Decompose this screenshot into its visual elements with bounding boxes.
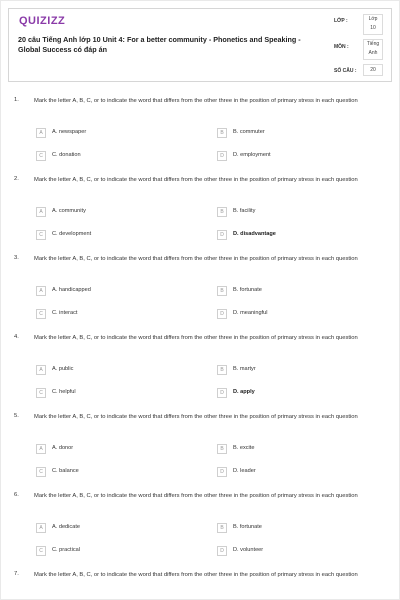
option-letter-box[interactable]: A [36, 365, 46, 375]
option-text: B. fortunate [233, 524, 262, 530]
option-text: C. donation [52, 152, 81, 158]
option-letter-box[interactable]: C [36, 230, 46, 240]
option-text: C. practical [52, 547, 80, 553]
question-text: Mark the letter A, B, C, or to indicate the word that differs from the other three in the position of primary stress in each question [34, 335, 358, 341]
quizizz-logo: QUIZIZZ [19, 15, 66, 27]
question-text: Mark the letter A, B, C, or to indicate the word that differs from the other three in the position of primary stress in each question [34, 256, 358, 262]
option-letter-box[interactable]: C [36, 467, 46, 477]
option-text: A. newspaper [52, 129, 87, 135]
option-letter-box[interactable]: B [217, 286, 227, 296]
option-letter-box[interactable]: B [217, 207, 227, 217]
option-text: A. handicapped [52, 287, 91, 293]
option-letter-box[interactable]: D [217, 151, 227, 161]
option-text: B. commuter [233, 129, 265, 135]
option-letter-box[interactable]: A [36, 444, 46, 454]
option-letter-box[interactable]: A [36, 207, 46, 217]
option-letter-box[interactable]: B [217, 128, 227, 138]
option-letter-box[interactable]: D [217, 309, 227, 319]
class-label: LỚP : [334, 18, 348, 24]
question-number: 1. [14, 97, 19, 103]
option-letter-box[interactable]: D [217, 230, 227, 240]
page-title: 20 câu Tiếng Anh lớp 10 Unit 4: For a better community - Phonetics and Speaking - Global Success có đáp án [18, 35, 301, 54]
option-letter-box[interactable]: C [36, 309, 46, 319]
option-letter-box[interactable]: D [217, 546, 227, 556]
option-letter-box[interactable]: A [36, 128, 46, 138]
question-text: Mark the letter A, B, C, or to indicate the word that differs from the other three in the position of primary stress in each question [34, 98, 358, 104]
option-letter-box[interactable]: B [217, 523, 227, 533]
worksheet-page [1, 1, 399, 599]
question-count-value: 20 [370, 67, 376, 73]
option-text: C. development [52, 231, 92, 237]
option-text: B. martyr [233, 366, 256, 372]
worksheet-header [8, 8, 392, 82]
option-text: D. leader [233, 468, 256, 474]
option-text: C. helpful [52, 389, 76, 395]
subject-label: MÔN : [334, 44, 349, 50]
question-number: 4. [14, 334, 19, 340]
option-text: C. interact [52, 310, 78, 316]
option-letter-box[interactable]: B [217, 444, 227, 454]
option-text: D. disadvantage [233, 231, 276, 237]
question-text: Mark the letter A, B, C, or to indicate the word that differs from the other three in the position of primary stress in each question [34, 493, 358, 499]
option-text: D. apply [233, 389, 255, 395]
option-letter-box[interactable]: C [36, 546, 46, 556]
option-text: A. community [52, 208, 86, 214]
question-number: 3. [14, 255, 19, 261]
option-text: B. fortunate [233, 287, 262, 293]
option-letter-box[interactable]: D [217, 388, 227, 398]
option-text: A. dedicate [52, 524, 80, 530]
option-text: D. employment [233, 152, 271, 158]
class-value-line2: 10 [370, 25, 376, 31]
question-text: Mark the letter A, B, C, or to indicate the word that differs from the other three in the position of primary stress in each question [34, 414, 358, 420]
question-text: Mark the letter A, B, C, or to indicate the word that differs from the other three in the position of primary stress in each question [34, 177, 358, 183]
subject-value-line2: Anh [368, 50, 378, 56]
option-text: D. meaningful [233, 310, 268, 316]
question-count-label: SỐ CÂU : [334, 68, 357, 74]
question-number: 6. [14, 492, 19, 498]
class-value-line1: Lớp [368, 16, 378, 22]
option-letter-box[interactable]: C [36, 151, 46, 161]
option-text: B. facility [233, 208, 256, 214]
question-number: 7. [14, 571, 19, 577]
option-letter-box[interactable]: A [36, 523, 46, 533]
subject-value-line1: Tiếng [366, 41, 380, 47]
question-text: Mark the letter A, B, C, or to indicate the word that differs from the other three in the position of primary stress in each question [34, 572, 358, 578]
option-text: B. excite [233, 445, 255, 451]
question-number: 5. [14, 413, 19, 419]
option-text: A. donor [52, 445, 74, 451]
option-text: C. balance [52, 468, 79, 474]
option-letter-box[interactable]: D [217, 467, 227, 477]
option-letter-box[interactable]: B [217, 365, 227, 375]
option-letter-box[interactable]: C [36, 388, 46, 398]
option-text: D. volunteer [233, 547, 264, 553]
option-text: A. public [52, 366, 74, 372]
option-letter-box[interactable]: A [36, 286, 46, 296]
question-number: 2. [14, 176, 19, 182]
